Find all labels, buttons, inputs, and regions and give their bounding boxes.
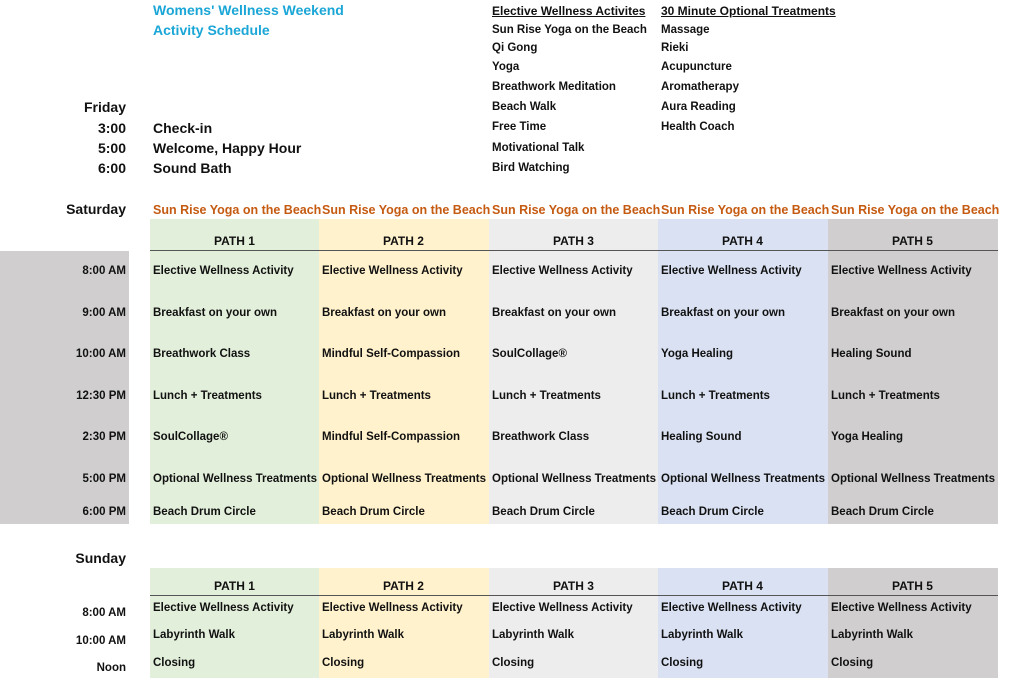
schedule-cell: Closing [153,657,196,669]
friday-time: 6:00 [97,160,126,176]
schedule-cell: Lunch + Treatments [153,390,262,402]
elective-header: Elective Wellness Activites [492,4,646,18]
time-label: 8:00 AM [82,265,126,277]
path-header: PATH 1 [214,234,255,248]
schedule-cell: Breakfast on your own [831,307,955,319]
schedule-cell: Breakfast on your own [322,307,446,319]
schedule-cell: Elective Wellness Activity [831,265,972,277]
schedule-cell: Elective Wellness Activity [322,602,463,614]
schedule-cell: Optional Wellness Treatments [153,473,318,485]
path-header: PATH 3 [553,579,594,593]
schedule-cell: Breathwork Class [153,348,251,360]
path-header: PATH 2 [383,234,424,248]
schedule-cell: Beach Drum Circle [322,506,425,518]
elective-item: Breathwork Meditation [492,81,616,93]
time-label: 8:00 AM [82,607,126,619]
yoga-banner: Sun Rise Yoga on the Beach [661,203,830,217]
schedule-cell: Closing [492,657,535,669]
schedule-cell: Elective Wellness Activity [153,602,294,614]
schedule-cell: Beach Drum Circle [831,506,934,518]
schedule-cell: Elective Wellness Activity [661,265,802,277]
path-header: PATH 3 [553,234,594,248]
schedule-cell: Closing [831,657,874,669]
schedule-cell: SoulCollage® [492,348,567,360]
elective-item: Beach Walk [492,101,557,113]
path-header: PATH 4 [722,234,763,248]
schedule-cell: SoulCollage® [153,431,228,443]
time-label: 10:00 AM [75,635,126,647]
path-header: PATH 4 [722,579,763,593]
friday-activity: Check-in [153,120,213,136]
yoga-banner: Sun Rise Yoga on the Beach [153,203,322,217]
saturday-label: Saturday [66,201,126,217]
elective-item: Motivational Talk [492,142,585,154]
sunday-label: Sunday [75,550,126,566]
schedule-cell: Labyrinth Walk [322,629,404,641]
time-label: 12:30 PM [76,390,126,402]
treatment-item: Aura Reading [661,101,736,113]
treatment-item: Health Coach [661,121,735,133]
schedule-cell: Healing Sound [661,431,742,443]
header-divider [150,250,998,251]
yoga-banner: Sun Rise Yoga on the Beach [492,203,661,217]
schedule-cell: Labyrinth Walk [831,629,913,641]
schedule-cell: Breakfast on your own [153,307,277,319]
schedule-cell: Optional Wellness Treatments [661,473,826,485]
elective-item: Bird Watching [492,162,570,174]
schedule-cell: Elective Wellness Activity [831,602,972,614]
schedule-cell: Closing [322,657,365,669]
time-label: 5:00 PM [82,473,126,485]
schedule-cell: Lunch + Treatments [492,390,601,402]
time-label: 6:00 PM [82,506,126,518]
schedule-cell: Lunch + Treatments [322,390,431,402]
friday-label: Friday [83,99,126,115]
elective-item: Yoga [492,61,520,73]
schedule-cell: Breakfast on your own [492,307,616,319]
schedule-cell: Breakfast on your own [661,307,785,319]
schedule-cell: Elective Wellness Activity [153,265,294,277]
treatment-item: Acupuncture [661,61,732,73]
elective-item: Free Time [492,121,547,133]
schedule-cell: Labyrinth Walk [153,629,235,641]
treatment-item: Massage [661,24,710,36]
schedule-cell: Healing Sound [831,348,912,360]
schedule-cell: Mindful Self-Compassion [322,348,460,360]
schedule-cell: Elective Wellness Activity [322,265,463,277]
schedule-cell: Elective Wellness Activity [492,602,633,614]
path-header: PATH 5 [892,579,933,593]
yoga-banner: Sun Rise Yoga on the Beach [322,203,491,217]
header-divider [150,595,998,596]
schedule-cell: Lunch + Treatments [661,390,770,402]
schedule-cell: Beach Drum Circle [661,506,764,518]
path-header: PATH 2 [383,579,424,593]
schedule-cell: Optional Wellness Treatments [492,473,657,485]
treatments-header: 30 Minute Optional Treatments [661,4,836,18]
schedule-cell: Breathwork Class [492,431,590,443]
schedule-cell: Labyrinth Walk [492,629,574,641]
friday-activity: Welcome, Happy Hour [153,140,302,156]
schedule-cell: Beach Drum Circle [153,506,256,518]
schedule-cell: Mindful Self-Compassion [322,431,460,443]
treatment-item: Rieki [661,42,689,54]
schedule-cell: Yoga Healing [661,348,733,360]
schedule-cell: Lunch + Treatments [831,390,940,402]
friday-activity: Sound Bath [153,160,232,176]
friday-time: 3:00 [97,120,126,136]
path-header: PATH 1 [214,579,255,593]
elective-item: Sun Rise Yoga on the Beach [492,24,647,36]
page-title: Womens' Wellness Weekend [153,2,344,18]
schedule-cell: Beach Drum Circle [492,506,595,518]
time-label: 2:30 PM [82,431,126,443]
time-label: 9:00 AM [82,307,126,319]
elective-item: Qi Gong [492,42,538,54]
schedule-cell: Closing [661,657,704,669]
treatment-item: Aromatherapy [661,81,739,93]
schedule-cell: Elective Wellness Activity [661,602,802,614]
time-label: Noon [96,662,126,674]
yoga-banner: Sun Rise Yoga on the Beach [831,203,1000,217]
time-label: 10:00 AM [75,348,126,360]
schedule-cell: Optional Wellness Treatments [831,473,996,485]
page-subtitle: Activity Schedule [153,22,270,38]
schedule-cell: Labyrinth Walk [661,629,743,641]
friday-time: 5:00 [97,140,126,156]
schedule-cell: Optional Wellness Treatments [322,473,487,485]
schedule-cell: Yoga Healing [831,431,903,443]
path-header: PATH 5 [892,234,933,248]
schedule-cell: Elective Wellness Activity [492,265,633,277]
